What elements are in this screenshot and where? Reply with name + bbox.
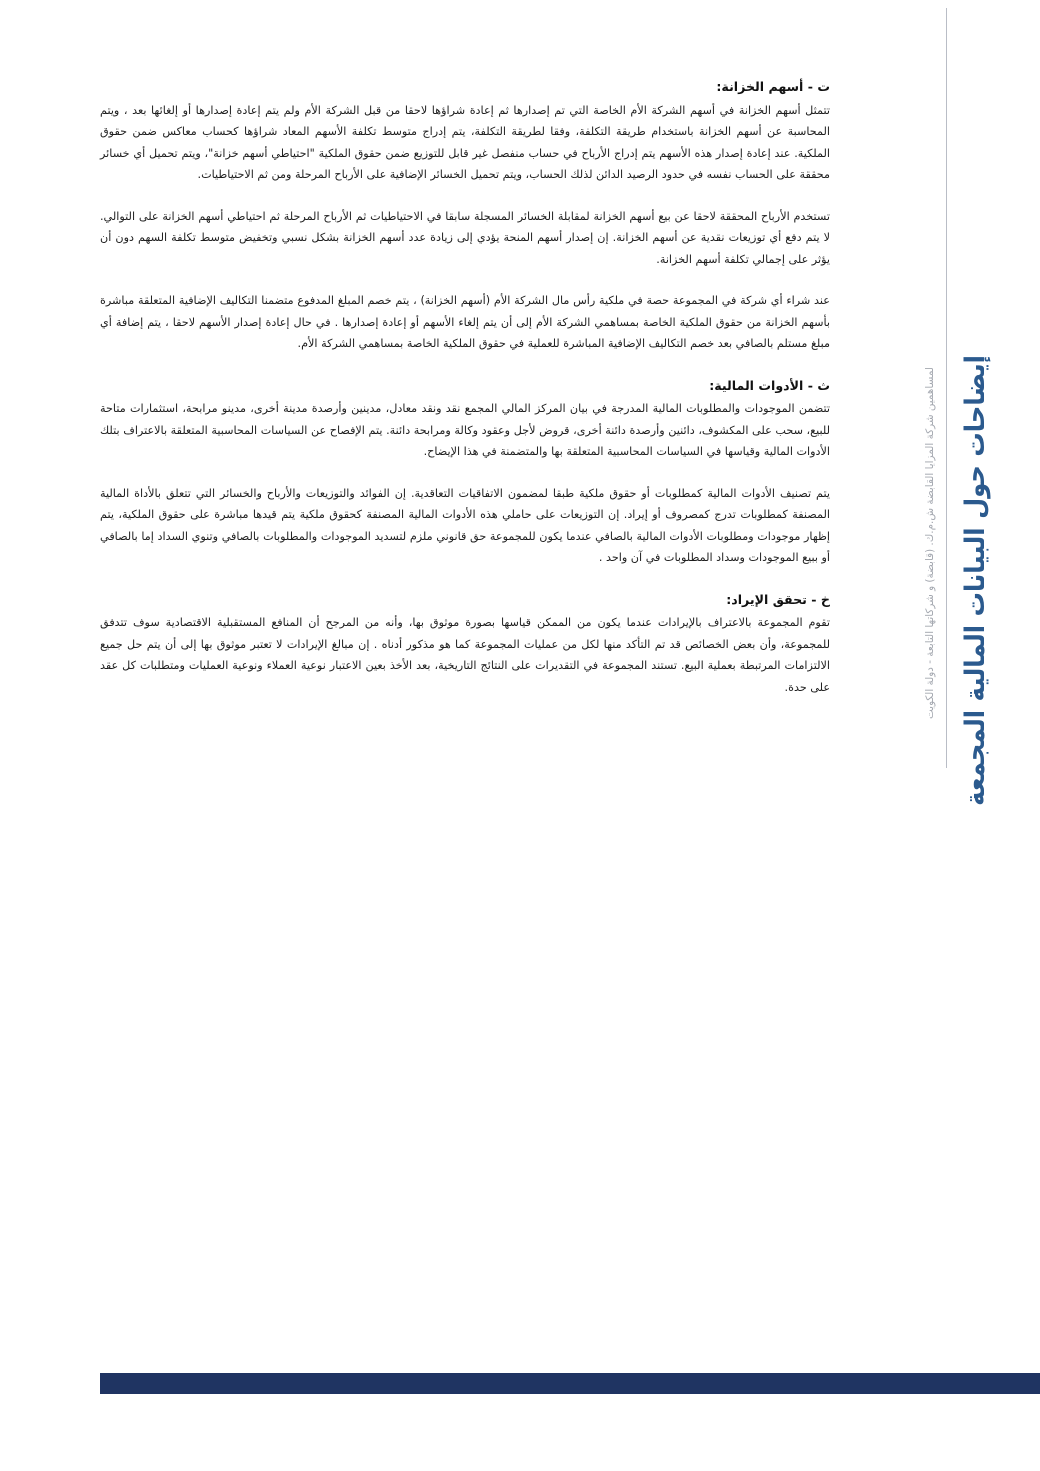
section-financial-instruments (100, 375, 830, 569)
sidebar-title-text: إيضاحات حول البيانات المالية المجمعة (959, 354, 991, 806)
sidebar-title (955, 354, 995, 806)
section-revenue-recognition (100, 589, 830, 699)
paragraph: عند شراء أي شركة في المجموعة حصة في ملكية رأس مال الشركة الأم (أسهم الخزانة) ، يتم خصم المبلغ المدفوع متضمنا التكاليف الإضافية المتعلقة مباشرة بأسهم الخزانة من حقوق الملكية الخاصة بمساهمي الشركة الأم إلى أن يتم إلغاء الأسهم أو إعادة إصدارها . في حال إعادة إصدار الأسهم لاحقا ، يتم إضافة أي مبلغ مستلم بالصافي بعد خصم التكاليف الإضافية المباشرة للعملية في حقوق الملكية الخاصة بمساهمي الشركة الأم. (100, 294, 830, 350)
paragraph: تستخدم الأرباح المحققة لاحقا عن بيع أسهم الخزانة لمقابلة الخسائر المسجلة سابقا في الاحتياطيات ثم الأرباح المرحلة ثم احتياطي أسهم الخزانة على التوالي. لا يتم دفع أي توزيعات نقدية عن أسهم الخزانة. إن إصدار أسهم المنحة يؤدي إلى زيادة عدد أسهم الخزانة بشكل نسبي وتخفيض متوسط تكلفة السهم دون أن يؤثر على إجمالي تكلفة أسهم الخزانة. (100, 209, 830, 266)
document-body (100, 76, 830, 718)
section-treasury-shares (100, 76, 830, 355)
paragraph: تتضمن الموجودات والمطلوبات المالية المدرجة في بيان المركز المالي المجمع نقد ونقد معادل، مدينين وأرصدة مدينة أخرى، مدينو مرابحة، استثمارات متاحة للبيع، سحب على المكشوف، دائنين وأرصدة دائنة أخرى، قروض لأجل وعقود وكالة ومرابحة دائنة. يتم الإفصاح عن السياسات المحاسبية المتعلقة بالاعتراف بتلك الأدوات المالية وقياسها في السياسات المحاسبية المتعلقة بها والمتضمنة في هذا الإيضاح. (100, 402, 830, 458)
section-heading: خ - تحقق الإيراد: (726, 591, 830, 607)
sidebar-divider-line (946, 8, 947, 768)
paragraph: يتم تصنيف الأدوات المالية كمطلوبات أو حقوق ملكية طبقا لمضمون الاتفاقيات التعاقدية. إن الفوائد والتوزيعات والأرباح والخسائر التي تتعلق بالأداة المالية المصنفة كمطلوبات تدرج كمصروف أو إيراد. إن التوزيعات على حاملي هذه الأدوات المالية المصنفة كحقوق ملكية يتم قيدها مباشرة على حقوق الملكية، يتم إظهار موجودات ومطلوبات الأدوات المالية بالصافي عندما يكون للمجموعة حق قانوني ملزم لتسديد الموجودات والمطلوبات بالصافي وتنوي السداد إما بالصافي أو ببيع الموجودات وسداد المطلوبات في آن واحد . (100, 486, 830, 564)
section-heading: ث - الأدوات المالية: (709, 377, 830, 393)
sidebar-subtitle (917, 318, 943, 768)
sidebar-subtitle-text: لمساهمين شركة المزايا القابضة ش.م.ك. (قابضة) و شركاتها التابعة - دولة الكويت (924, 366, 936, 720)
paragraph: تتمثل أسهم الخزانة في أسهم الشركة الأم الخاصة التي تم إصدارها ثم إعادة شراؤها لاحقا من قبل الشركة الأم ولم يتم إعادة إصدارها أو إلغائها بعد ، ويتم المحاسبة عن أسهم الخزانة باستخدام طريقة التكلفة، وفقا لطريقة التكلفة، يتم إدراج متوسط تكلفة الأسهم المعاد شراؤها كحساب معاكس ضمن حقوق الملكية. عند إعادة إصدار هذه الأسهم يتم إدراج الأرباح في حساب منفصل غير قابل للتوزيع ضمن حقوق الملكية "احتياطي أسهم خزانة"، ويتم تحميل أي خسائر محققة على الحساب نفسه في حدود الرصيد الدائن لذلك الحساب، ويتم تحميل الخسائر الإضافية على الأرباح المرحلة ومن ثم الاحتياطيات. (100, 103, 830, 181)
footer-bar (100, 1373, 1040, 1394)
paragraph: تقوم المجموعة بالاعتراف بالإيرادات عندما يكون من الممكن قياسها بصورة موثوق بها، وأنه من المرجح أن المنافع المستقبلية الاقتصادية سوف تتدفق للمجموعة، وأن بعض الخصائص قد تم التأكد منها لكل من عمليات المجموعة كما هو مذكور أدناه . إن مبالغ الإيرادات لا تعتبر موثوق بها إلى أن يتم حل جميع الالتزامات المرتبطة بعملية البيع. تستند المجموعة في التقديرات على النتائج التاريخية، بعد الأخذ بعين الاعتبار نوعية العملاء ونوعية العمليات ومتطلبات كل عقد على حدة. (100, 616, 830, 694)
section-heading: ت - أسهم الخزانة: (716, 79, 830, 94)
